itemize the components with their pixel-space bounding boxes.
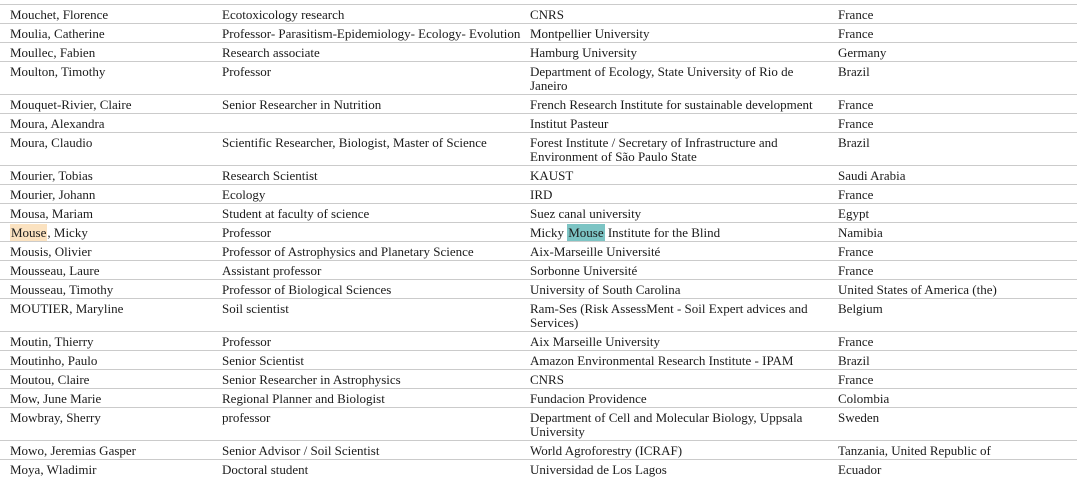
table-row — [0, 389, 1077, 408]
cell-title: Doctoral student — [222, 460, 530, 479]
table-row — [0, 332, 1077, 351]
cell-name: Moullec, Fabien — [0, 43, 222, 62]
cell-name: Moulia, Catherine — [0, 24, 222, 43]
experts-table — [0, 4, 1077, 478]
cell-title: Scientific Researcher, Biologist, Master of Science — [222, 133, 530, 166]
cell-country: Sweden — [838, 408, 1077, 441]
cell-title: Senior Researcher in Nutrition — [222, 95, 530, 114]
cell-title: Senior Researcher in Astrophysics — [222, 370, 530, 389]
cell-title: Student at faculty of science — [222, 204, 530, 223]
cell-name: Moya, Wladimir — [0, 460, 222, 479]
cell-country: France — [838, 114, 1077, 133]
cell-name: Moutinho, Paulo — [0, 351, 222, 370]
cell-name: MOUTIER, Maryline — [0, 299, 222, 332]
cell-title: Professor of Astrophysics and Planetary Science — [222, 242, 530, 261]
search-highlight-orange: Mouse — [11, 225, 47, 240]
cell-country: Egypt — [838, 204, 1077, 223]
table-row — [0, 242, 1077, 261]
table-row — [0, 185, 1077, 204]
cell-country: Ecuador — [838, 460, 1077, 479]
cell-country: Namibia — [838, 223, 1077, 242]
experts-table-body — [0, 5, 1077, 479]
table-row — [0, 299, 1077, 332]
cell-title: Professor — [222, 223, 530, 242]
cell-title: Assistant professor — [222, 261, 530, 280]
cell-title: Soil scientist — [222, 299, 530, 332]
cell-institution: Sorbonne Université — [530, 261, 838, 280]
cell-institution: CNRS — [530, 5, 838, 24]
cell-name: Mouchet, Florence — [0, 5, 222, 24]
cell-country: France — [838, 370, 1077, 389]
table-row — [0, 166, 1077, 185]
table-row — [0, 351, 1077, 370]
cell-name: Mousa, Mariam — [0, 204, 222, 223]
cell-country: France — [838, 242, 1077, 261]
cell-name: Mousseau, Laure — [0, 261, 222, 280]
cell-institution: Department of Ecology, State University of Rio de Janeiro — [530, 62, 838, 95]
cell-country: Brazil — [838, 133, 1077, 166]
cell-institution: Aix-Marseille Université — [530, 242, 838, 261]
cell-country: Saudi Arabia — [838, 166, 1077, 185]
cell-country: France — [838, 5, 1077, 24]
cell-institution: Ram-Ses (Risk AssessMent - Soil Expert advices and Services) — [530, 299, 838, 332]
cell-institution: Montpellier University — [530, 24, 838, 43]
cell-country: Tanzania, United Republic of — [838, 441, 1077, 460]
cell-name: Moura, Claudio — [0, 133, 222, 166]
cell-institution: Department of Cell and Molecular Biology, Uppsala University — [530, 408, 838, 441]
table-row — [0, 280, 1077, 299]
cell-name: Mourier, Johann — [0, 185, 222, 204]
cell-name: Mowo, Jeremias Gasper — [0, 441, 222, 460]
cell-institution: Fundacion Providence — [530, 389, 838, 408]
table-row — [0, 370, 1077, 389]
cell-country: Colombia — [838, 389, 1077, 408]
cell-institution: Universidad de Los Lagos — [530, 460, 838, 479]
table-row — [0, 460, 1077, 479]
cell-country: Brazil — [838, 351, 1077, 370]
table-row — [0, 24, 1077, 43]
cell-title: Ecology — [222, 185, 530, 204]
table-row — [0, 261, 1077, 280]
cell-institution: CNRS — [530, 370, 838, 389]
cell-country: United States of America (the) — [838, 280, 1077, 299]
cell-title: Professor — [222, 332, 530, 351]
cell-title — [222, 114, 530, 133]
cell-name: Mowbray, Sherry — [0, 408, 222, 441]
cell-country: France — [838, 185, 1077, 204]
cell-institution: World Agroforestry (ICRAF) — [530, 441, 838, 460]
table-row — [0, 43, 1077, 62]
cell-institution: KAUST — [530, 166, 838, 185]
cell-institution: Suez canal university — [530, 204, 838, 223]
cell-country: France — [838, 261, 1077, 280]
cell-institution: Forest Institute / Secretary of Infrastructure and Environment of São Paulo State — [530, 133, 838, 166]
cell-name: Moulton, Timothy — [0, 62, 222, 95]
cell-title: Research associate — [222, 43, 530, 62]
cell-title: Professor — [222, 62, 530, 95]
cell-title: Senior Scientist — [222, 351, 530, 370]
table-row — [0, 441, 1077, 460]
cell-name: Moutou, Claire — [0, 370, 222, 389]
cell-title: Professor- Parasitism-Epidemiology- Ecology- Evolution — [222, 24, 530, 43]
cell-institution: French Research Institute for sustainable development — [530, 95, 838, 114]
cell-name: Mouquet-Rivier, Claire — [0, 95, 222, 114]
cell-title: Regional Planner and Biologist — [222, 389, 530, 408]
cell-institution: Hamburg University — [530, 43, 838, 62]
cell-country: Belgium — [838, 299, 1077, 332]
table-row — [0, 95, 1077, 114]
cell-institution: Institut Pasteur — [530, 114, 838, 133]
cell-institution: IRD — [530, 185, 838, 204]
table-row — [0, 5, 1077, 24]
cell-name: Mousis, Olivier — [0, 242, 222, 261]
table-row — [0, 114, 1077, 133]
cell-name: Moura, Alexandra — [0, 114, 222, 133]
cell-name: Mouse, Micky — [0, 223, 222, 242]
cell-name: Moutin, Thierry — [0, 332, 222, 351]
cell-country: France — [838, 24, 1077, 43]
cell-institution: Aix Marseille University — [530, 332, 838, 351]
cell-title: Senior Advisor / Soil Scientist — [222, 441, 530, 460]
cell-name: Mow, June Marie — [0, 389, 222, 408]
table-row — [0, 133, 1077, 166]
table-row — [0, 408, 1077, 441]
cell-country: Germany — [838, 43, 1077, 62]
cell-country: Brazil — [838, 62, 1077, 95]
cell-title: professor — [222, 408, 530, 441]
cell-title: Professor of Biological Sciences — [222, 280, 530, 299]
table-row — [0, 223, 1077, 242]
search-highlight-teal: Mouse — [568, 225, 604, 240]
table-row — [0, 204, 1077, 223]
cell-country: France — [838, 95, 1077, 114]
cell-institution: Amazon Environmental Research Institute - IPAM — [530, 351, 838, 370]
table-row — [0, 62, 1077, 95]
cell-institution: University of South Carolina — [530, 280, 838, 299]
cell-title: Ecotoxicology research — [222, 5, 530, 24]
cell-name: Mousseau, Timothy — [0, 280, 222, 299]
cell-title: Research Scientist — [222, 166, 530, 185]
cell-institution: Micky Mouse Institute for the Blind — [530, 223, 838, 242]
cell-country: France — [838, 332, 1077, 351]
cell-name: Mourier, Tobias — [0, 166, 222, 185]
